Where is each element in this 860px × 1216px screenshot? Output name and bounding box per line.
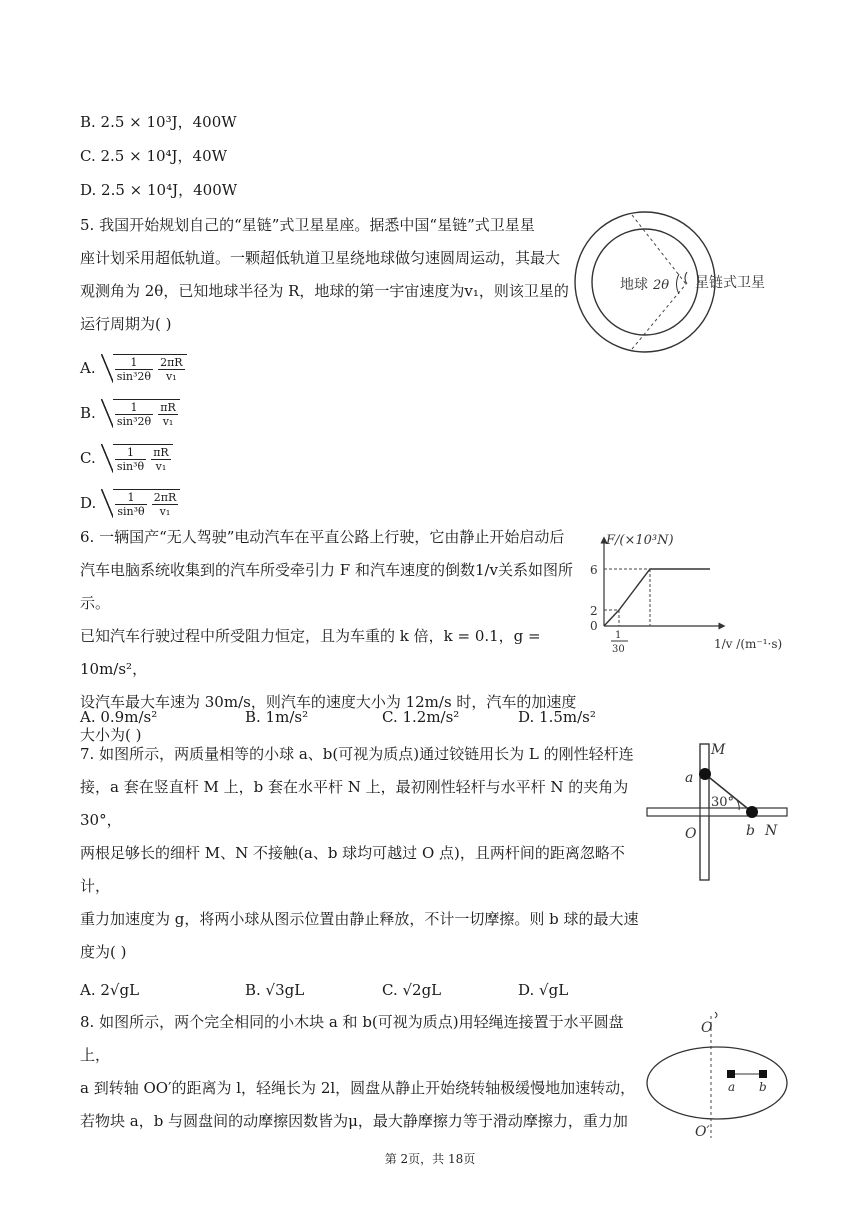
satellite-label: 星链式卫星 <box>695 275 765 291</box>
q7-option-d: D. √gL <box>518 981 569 999</box>
q6-option-b: B. 1m/s² <box>245 708 309 726</box>
page-footer: 第 2页，共 18页 <box>384 1152 476 1166</box>
angle-label: 2θ <box>653 278 670 293</box>
label-b: b <box>759 1080 767 1094</box>
label-m: M <box>711 742 726 758</box>
sqrt-expression: $\frac{1}{\text{sin³2θ}}$ $\frac{\pi R}{\text{v₁}}$ <box>101 399 180 428</box>
q8-line: a 到转轴 OO′的距离为 l，轻绳长为 2l，圆盘从静止开始绕转轴极缓慢地加速转动， <box>80 1079 636 1097</box>
q5-option-a: A. $\frac{1}{\text{sin³2θ}}$ $\frac{2\pi R}{\text{v₁}}$ <box>80 346 187 390</box>
q6-line: 6. 一辆国产“无人驾驶”电动汽车在平直公路上行驶，它由静止开始启动后 <box>80 528 565 546</box>
q7-stem <box>80 738 640 969</box>
q6-line: 设汽车最大车速为 30m/s，则汽车的速度大小为 12m/s 时，汽车的加速度 <box>80 693 577 711</box>
rotation-arrow-icon <box>715 1012 717 1018</box>
sqrt-expression: $\frac{1}{\text{sin³θ}}$ $\frac{\pi R}{\text{v₁}}$ <box>101 444 173 473</box>
q5-satellite-figure <box>570 208 790 356</box>
label-angle: 30° <box>711 795 735 810</box>
view-line-top <box>632 215 686 284</box>
earth-label: 地球 <box>620 277 648 293</box>
y-tick-2: 2 <box>590 604 598 618</box>
q7-option-a: A. 2√gL <box>80 981 140 999</box>
q7-option-c: C. √2gL <box>382 981 442 999</box>
label-o: O <box>685 826 697 842</box>
q7-line: 两根足够长的细杆 M、N 不接触(a、b 球均可越过 O 点)，且两杆间的距离忽略不计， <box>80 844 625 895</box>
q8-stem <box>80 1006 640 1138</box>
q4-option-c: C. 2.5 × 10⁴J，40W <box>80 147 228 165</box>
q8-disk-figure <box>645 1008 790 1142</box>
q6-option-c: C. 1.2m/s² <box>382 708 460 726</box>
ball-a <box>699 768 711 780</box>
x-axis-label: 1/v /(m⁻¹·s) <box>714 637 783 651</box>
block-b <box>759 1070 767 1078</box>
y-tick-6: 6 <box>590 563 598 577</box>
q5-line: 座计划采用超低轨道。一颗超低轨道卫星绕地球做匀速圆周运动，其最大 <box>80 249 561 267</box>
q5-options <box>80 346 187 526</box>
q7-rods-figure <box>645 738 790 884</box>
label-o-prime: O′ <box>695 1124 710 1140</box>
q5-line: 观测角为 2θ，已知地球半径为 R，地球的第一宇宙速度为v₁，则该卫星的 <box>80 282 569 300</box>
q5-stem <box>80 209 570 341</box>
q5-line: 运行周期为( ) <box>80 315 172 333</box>
q6-line: 大小为( ) <box>80 726 142 744</box>
q6-option-d: D. 1.5m/s² <box>518 708 596 726</box>
q5-line: 5. 我国开始规划自己的“星链”式卫星星座。据悉中国“星链”式卫星星 <box>80 216 535 234</box>
q8-line: 若物块 a，b 与圆盘间的动摩擦因数皆为μ，最大静摩擦力等于滑动摩擦力，重力加 <box>80 1112 628 1130</box>
q8-line: 8. 如图所示，两个完全相同的小木块 a 和 b(可视为质点)用轻绳连接置于水平圆盘上， <box>80 1013 624 1064</box>
view-line-bottom <box>632 284 686 349</box>
y-axis-label: F/(×10³N) <box>606 533 674 548</box>
q7-line: 重力加速度为 g，将两小球从图示位置由静止释放，不计一切摩擦。则 b 球的最大速 <box>80 910 639 928</box>
label-b: b <box>746 823 755 839</box>
sqrt-expression: $\frac{1}{\text{sin³θ}}$ $\frac{2\pi R}{\text{v₁}}$ <box>101 489 180 518</box>
block-a <box>727 1070 735 1078</box>
y-tick-0: 0 <box>590 619 598 633</box>
q6-line: 已知汽车行驶过程中所受阻力恒定，且为车重的 k 倍，k = 0.1，g = 10m/s²， <box>80 627 541 678</box>
q5-option-b: B. $\frac{1}{\text{sin³2θ}}$ $\frac{\pi R}{\text{v₁}}$ <box>80 390 187 436</box>
q4-option-b: B. 2.5 × 10³J，400W <box>80 113 237 131</box>
sqrt-expression: $\frac{1}{\text{sin³2θ}}$ $\frac{2\pi R}{\text{v₁}}$ <box>101 354 187 383</box>
ball-b <box>746 806 758 818</box>
force-curve <box>604 569 710 626</box>
label-o: O <box>701 1020 713 1036</box>
label-n: N <box>765 823 778 839</box>
q6-line: 汽车电脑系统收集到的汽车所受牵引力 F 和汽车速度的倒数1/v关系如图所示。 <box>80 561 574 612</box>
q7-line: 度为( ) <box>80 943 127 961</box>
q5-option-c: C. $\frac{1}{\text{sin³θ}}$ $\frac{\pi R}{\text{v₁}}$ <box>80 436 187 480</box>
angle-arc <box>677 274 680 294</box>
label-a: a <box>685 770 694 786</box>
q4-option-d: D. 2.5 × 10⁴J，400W <box>80 181 238 199</box>
x-tick-den: 30 <box>612 644 625 655</box>
x-tick-num: 1 <box>615 630 622 641</box>
q7-line: 接，a 套在竖直杆 M 上，b 套在水平杆 N 上，最初刚性轻杆与水平杆 N 的夹角为 30°， <box>80 778 629 829</box>
q7-line: 7. 如图所示，两质量相等的小球 a、b(可视为质点)通过铰链用长为 L 的刚性轻杆连 <box>80 745 634 763</box>
q5-option-d: D. $\frac{1}{\text{sin³θ}}$ $\frac{2\pi R}{\text{v₁}}$ <box>80 480 187 526</box>
q6-option-a: A. 0.9m/s² <box>80 708 158 726</box>
label-a: a <box>728 1080 736 1094</box>
q6-force-graph <box>586 526 786 658</box>
q7-option-b: B. √3gL <box>245 981 305 999</box>
satellite-bracket <box>685 272 687 284</box>
